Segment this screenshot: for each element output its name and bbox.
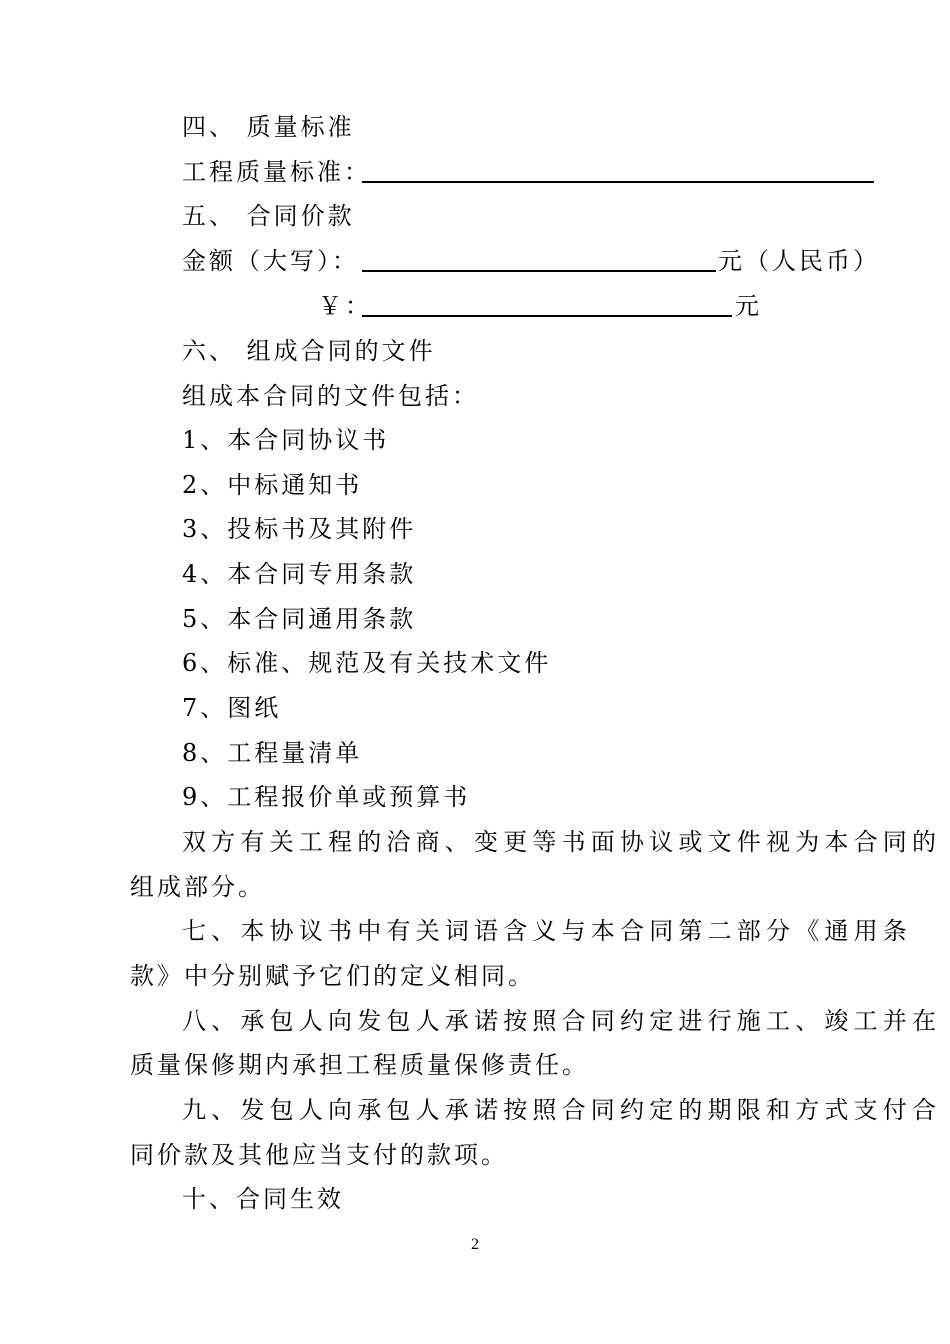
- amount-words-blank[interactable]: [362, 270, 716, 272]
- page-number: 2: [471, 1236, 479, 1253]
- document-item: 6、标准、规范及有关技术文件: [182, 649, 552, 677]
- document-item: 2、中标通知书: [182, 471, 363, 499]
- documents-note-line2: 组成部分。: [130, 873, 265, 901]
- clause-9-line1: 九、发包人向承包人承诺按照合同约定的期限和方式支付合: [182, 1096, 942, 1124]
- document-item: 7、图纸: [182, 694, 282, 722]
- clause-7-line1: 七、本协议书中有关词语含义与本合同第二部分《通用条: [182, 917, 912, 945]
- clause-8-line1: 八、承包人向发包人承诺按照合同约定进行施工、竣工并在: [182, 1007, 942, 1035]
- amount-figures-unit: 元: [735, 292, 762, 320]
- clause-8-line2: 质量保修期内承担工程质量保修责任。: [130, 1051, 589, 1079]
- clause-10-heading: 十、合同生效: [182, 1185, 344, 1213]
- document-item: 3、投标书及其附件: [182, 515, 417, 543]
- document-item: 4、本合同专用条款: [182, 560, 417, 588]
- amount-figures-label: ￥：: [318, 292, 372, 320]
- document-item: 1、本合同协议书: [182, 426, 390, 454]
- quality-standard-blank[interactable]: [362, 181, 874, 183]
- section-5-heading: 五、 合同价款: [182, 202, 355, 230]
- amount-words-unit: 元（人民币）: [718, 247, 880, 275]
- clause-7-line2: 款》中分别赋予它们的定义相同。: [130, 962, 535, 990]
- section-6-heading: 六、 组成合同的文件: [182, 337, 436, 365]
- document-item: 5、本合同通用条款: [182, 605, 417, 633]
- clause-9-line2: 同价款及其他应当支付的款项。: [130, 1141, 508, 1169]
- amount-figures-blank[interactable]: [362, 315, 732, 317]
- documents-note-line1: 双方有关工程的洽商、变更等书面协议或文件视为本合同的: [182, 828, 942, 856]
- section-4-heading: 四、 质量标准: [182, 113, 355, 141]
- amount-words-label: 金额（大写）：: [182, 247, 359, 275]
- quality-standard-label: 工程质量标准：: [182, 158, 371, 186]
- documents-intro: 组成本合同的文件包括：: [182, 382, 479, 410]
- document-item: 9、工程报价单或预算书: [182, 783, 471, 811]
- document-item: 8、工程量清单: [182, 739, 363, 767]
